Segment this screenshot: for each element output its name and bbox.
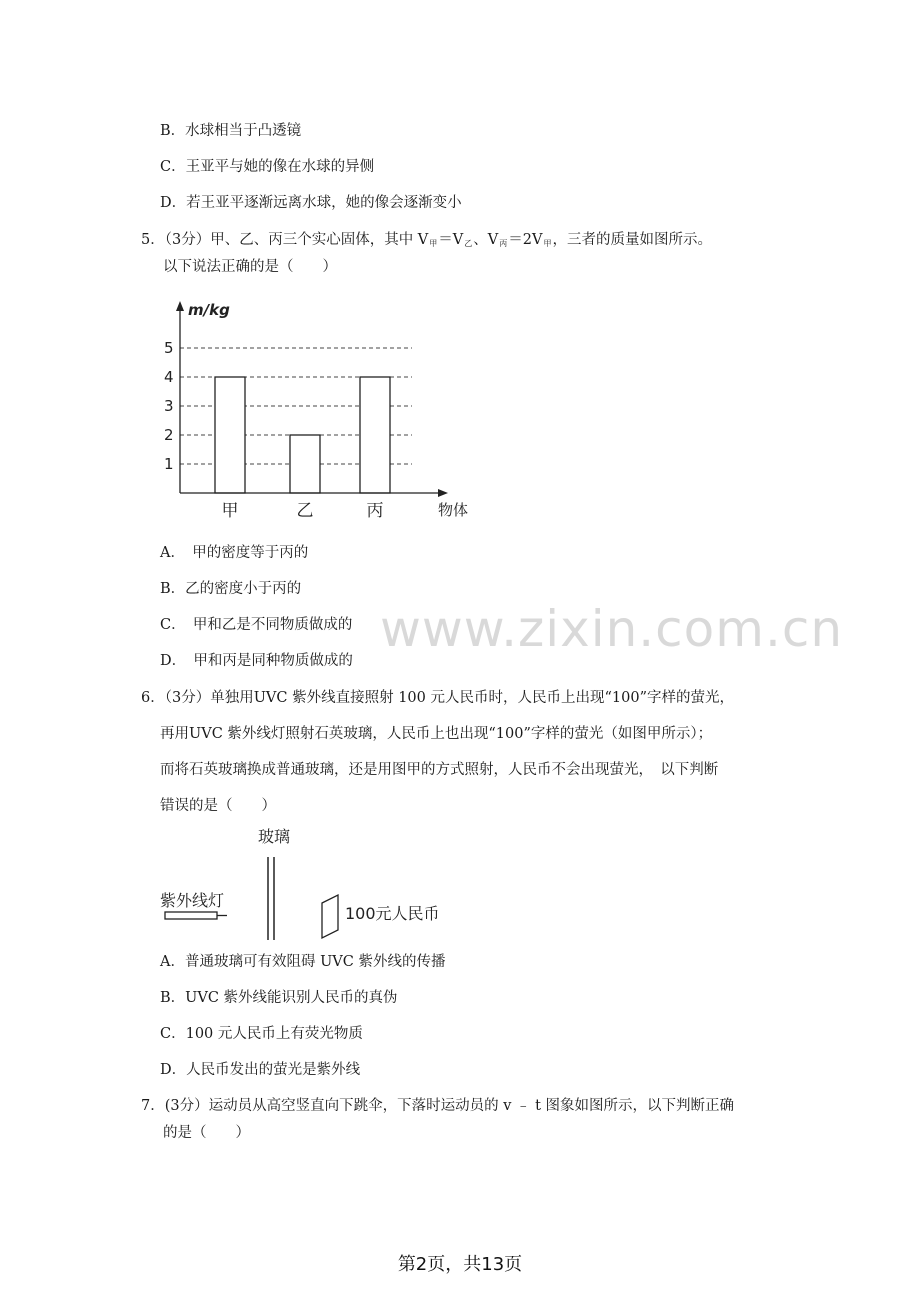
- x-axis-arrow: [438, 489, 448, 497]
- uv-experiment-figure: [155, 822, 455, 947]
- y-axis-label: m/kg: [188, 301, 230, 319]
- q6-stem-line4: 错误的是（ ）: [160, 798, 276, 814]
- q6-option-c: C．100 元人民币上有荧光物质: [160, 1026, 363, 1042]
- q6-stem-line3: 而将石英玻璃换成普通玻璃，还是用图甲的方式照射，人民币不会出现萤光， 以下判断: [160, 762, 719, 778]
- bar-丙: [360, 377, 390, 493]
- q5-stem-line1: 5．（3分）甲、乙、丙三个实心固体，其中 $V_甲=V_乙$、$V_丙=2V_甲$，三者的质量如图所示。: [141, 232, 712, 248]
- chart-y-ticks: [164, 339, 174, 473]
- watermark: www.zixin.com.cn: [380, 600, 844, 658]
- x-axis-label: 物体: [438, 501, 469, 519]
- y-tick-label: 2: [164, 426, 174, 444]
- q4-option-b: B．水球相当于凸透镜: [160, 123, 302, 139]
- q6-option-a: A．普通玻璃可有效阻碍 UVC 紫外线的传播: [160, 954, 446, 970]
- q5-stem-line2: 以下说法正确的是（ ）: [163, 259, 337, 275]
- x-category-label: 乙: [296, 501, 314, 521]
- y-tick-label: 4: [164, 368, 174, 386]
- uv-lamp-icon: [165, 912, 217, 919]
- banknote-icon: [322, 895, 338, 938]
- q5-option-a: A． 甲的密度等于丙的: [160, 545, 309, 561]
- q6-stem-line1: 6．（3分）单独用UVC 紫外线直接照射 100 元人民币时，人民币上出现“100”字样的萤光，: [141, 690, 734, 706]
- y-tick-label: 3: [164, 397, 174, 415]
- chart-bars: [215, 377, 390, 493]
- banknote-label: 100元人民币: [345, 904, 440, 923]
- q5-option-d: D． 甲和丙是同种物质做成的: [160, 653, 353, 669]
- q7-stem-line2: 的是（ ）: [163, 1125, 250, 1141]
- bar-乙: [290, 435, 320, 493]
- x-category-label: 甲: [221, 501, 239, 521]
- x-category-label: 丙: [366, 501, 384, 521]
- q6-option-d: D．人民币发出的萤光是紫外线: [160, 1062, 361, 1078]
- q5-option-c: C． 甲和乙是不同物质做成的: [160, 617, 353, 633]
- mass-bar-chart: [150, 295, 490, 527]
- q7-stem-line1: 7．(3分）运动员从高空竖直向下跳伞，下落时运动员的 v ﹣ t 图象如图所示，以下判断正确: [141, 1098, 735, 1114]
- y-tick-label: 5: [164, 339, 174, 357]
- chart-x-categories: [222, 501, 384, 521]
- bar-甲: [215, 377, 245, 493]
- q6-stem-line2: 再用UVC 紫外线灯照射石英玻璃，人民币上也出现“100”字样的萤光（如图甲所示）；: [160, 726, 713, 742]
- page-number: 第2页，共13页: [397, 1254, 523, 1275]
- y-tick-label: 1: [164, 455, 174, 473]
- q4-option-d: D．若王亚平逐渐远离水球，她的像会逐渐变小: [160, 195, 462, 211]
- q6-option-b: B．UVC 紫外线能识别人民币的真伪: [160, 990, 398, 1006]
- q4-option-c: C．王亚平与她的像在水球的异侧: [160, 159, 375, 175]
- y-axis-arrow: [176, 301, 184, 311]
- uv-lamp-label: 紫外线灯: [160, 891, 225, 910]
- q5-option-b: B．乙的密度小于丙的: [160, 581, 302, 597]
- glass-label: 玻璃: [258, 827, 291, 846]
